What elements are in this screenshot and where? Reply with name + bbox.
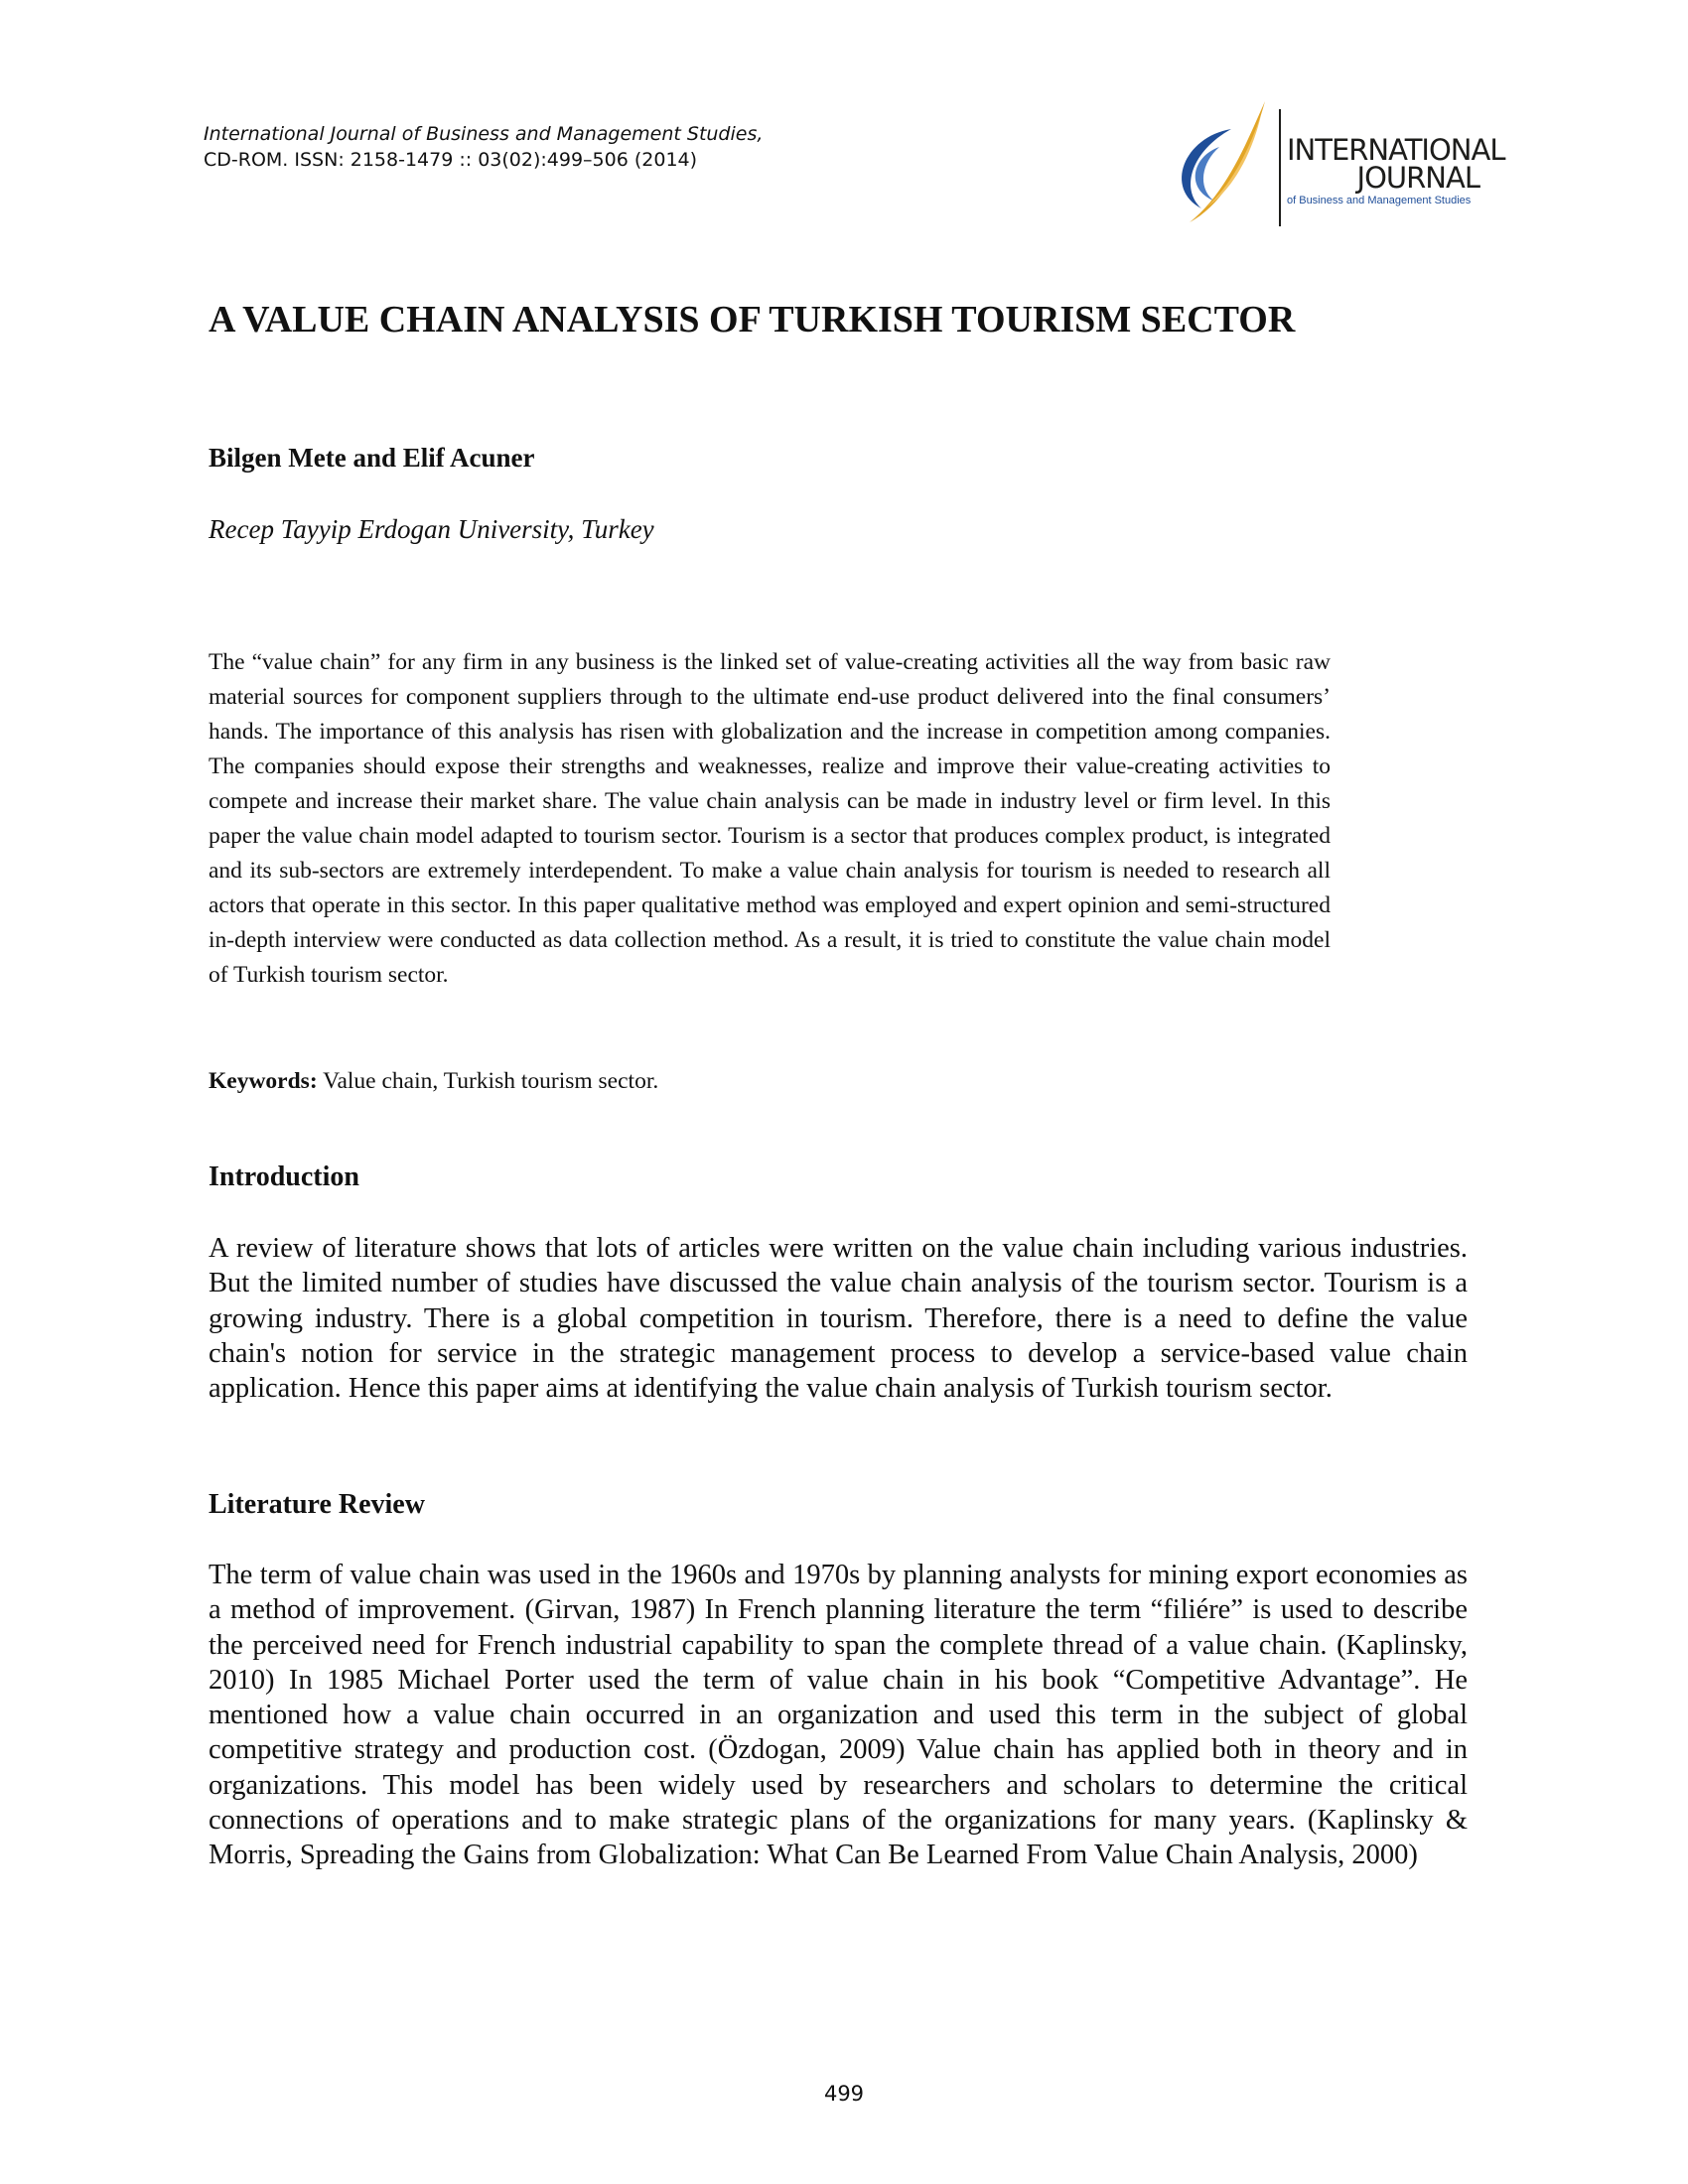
keywords-label: Keywords:	[209, 1068, 318, 1094]
page-number: 499	[823, 2082, 865, 2106]
introduction-text: A review of literature shows that lots of articles were written on the value chain including various industries. But the limited number of studies have discussed the value chain analysis of the tourism sector. Tourism is a growing industry. There is a global competition in tourism. Therefore, there is a need to define the value chain's notion for service in the strategic management process to develop a service-based value chain application. Hence this paper aims at identifying the value chain analysis of Turkish tourism sector.	[209, 1233, 1468, 1405]
journal-name: International Journal of Business and Management Studies,	[204, 123, 764, 145]
logo-text-international: INTERNATIONAL	[1287, 133, 1505, 167]
keywords-list: Value chain, Turkish tourism sector.	[317, 1068, 659, 1094]
literature-review-text: The term of value chain was used in the 1960s and 1970s by planning analysts for mining export economies as a method of improvement. (Girvan, 1987) In French planning literature the term “filiére” is used to describe the perceived need for French industrial capability to span the complete thread of a value chain. (Kaplinsky, 2010) In 1985 Michael Porter used the term of value chain in his book “Competitive Advantage”. He mentioned how a value chain occurred in an organization and used this term in the subject of global competitive strategy and production cost. (Özdogan, 2009) Value chain has applied both in theory and in organizations. This model has been widely used by researchers and scholars to determine the critical connections of operations and to make strategic plans of the organizations for many years. (Kaplinsky & Morris, Spreading the Gains from Globalization: What Can Be Learned From Value Chain Analysis, 2000)	[209, 1560, 1468, 1871]
author-affiliation: Recep Tayyip Erdogan University, Turkey	[209, 514, 654, 544]
keywords	[209, 1064, 658, 1099]
logo-subtitle: of Business and Management Studies	[1287, 195, 1472, 206]
abstract: The “value chain” for any firm in any business is the linked set of value-creating activities all the way from basic raw material sources for component suppliers through to the ultimate end-use product delivered into the final consumers’ hands. The importance of this analysis has risen with globalization and the increase in competition among companies. The companies should expose their strengths and weaknesses, realize and improve their value-creating activities to compete and increase their market share. The value chain analysis can be made in industry level or firm level. In this paper the value chain model adapted to tourism sector. Tourism is a sector that produces complex product, is integrated and its sub-sectors are extremely interdependent. To make a value chain analysis for tourism is needed to research all actors that operate in this sector. In this paper qualitative method was employed and expert opinion and semi-structured in-depth interview were conducted as data collection method. As a result, it is tried to constitute the value chain model of Turkish tourism sector.	[209, 649, 1331, 988]
issn-line: CD-ROM. ISSN: 2158-1479 :: 03(02):499–506 (2014)	[204, 149, 698, 171]
journal-logo	[1162, 97, 1505, 236]
paper-authors: Bilgen Mete and Elif Acuner	[209, 443, 535, 473]
journal-header	[204, 121, 763, 173]
paper-title: A VALUE CHAIN ANALYSIS OF TURKISH TOURISM SECTOR	[209, 299, 1296, 341]
logo-text-journal: JOURNAL	[1356, 161, 1479, 195]
swoosh-logo-icon	[1162, 97, 1279, 236]
literature-review-heading: Literature Review	[209, 1489, 425, 1520]
introduction-heading: Introduction	[209, 1161, 359, 1192]
logo-divider	[1279, 109, 1281, 226]
